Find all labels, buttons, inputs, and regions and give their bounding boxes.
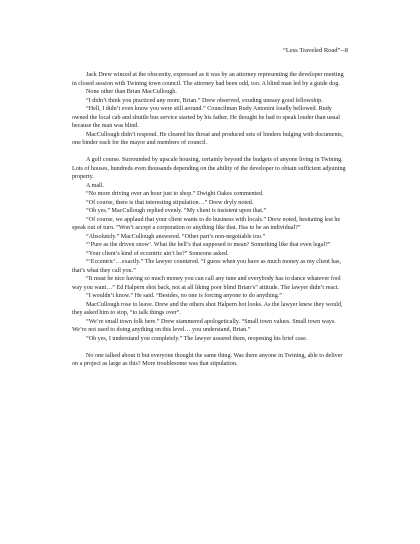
document-body bbox=[72, 71, 348, 369]
paragraph: “Your client’s kind of eccentric ain’t he?” Someone asked. bbox=[86, 250, 229, 257]
paragraph: MacCullough didn’t respond. He cleared his throat and produced sets of binders bulging with documents, one binder each for the mayor and members of council. bbox=[72, 131, 344, 146]
paragraph: “We’re small town folk here.” Drew stammered apologetically. “Small town values. Small town ways. We’re not used to doing anything on this level… you understand, Brian.” bbox=[72, 318, 336, 333]
paragraph: “I didn’t think you practiced any more, Brian.” Drew observed, exuding uneasy good fellowship. bbox=[86, 97, 323, 104]
paragraph: “No more driving over an hour just to shop.” Dwight Oakes commented. bbox=[86, 191, 264, 197]
paragraph: “I wouldn’t know.” He said. “Besides, no one is forcing anyone to do anything.” bbox=[86, 293, 282, 299]
paragraph: A mall. bbox=[86, 182, 104, 189]
paragraph: “Oh yes.” MacCullough replied evenly. “My client is insistent upon that.” bbox=[86, 208, 267, 214]
paragraph: “Hell, I didn’t even know you were still around.” Councilman Rudy Antonini loudly bellowed. Rudy owned the local cab and shuttle bus service started by his father. He thought he had to speak louder than usual because the man was blind. bbox=[72, 106, 340, 129]
paragraph: “It must be nice having so much money you can call any tune and everybody has to dance whatever fool way you want…” Ed Halpern shot back, not at all liking poor blind Brian’s” attitude. The lawyer didn’t react. bbox=[72, 276, 341, 291]
paragraph: “Of course, there is that interesting stipulation…” Drew dryly noted. bbox=[86, 199, 254, 206]
paragraph: “Absolutely.” MacCullough answered. “Other part’s non-negotiable too.” bbox=[86, 233, 266, 240]
paragraph: None other than Brian MacCullough. bbox=[86, 89, 177, 95]
page-header: “Less Traveled Road”--8 bbox=[283, 47, 348, 54]
paragraph: “‘Pure as the driven snow’. What the hell’s that supposed to mean? Something like that even legal?” bbox=[86, 242, 331, 248]
paragraph: MacCullough rose to leave. Drew and the others shot Halpern hot looks. As the lawyer knew they would, they asked him to stop, “to talk things over”. bbox=[72, 301, 343, 316]
paragraph: A golf course. Surrounded by upscale housing, certainly beyond the budgets of anyone living in Twining. Lots of houses, hundreds even thousands depending on the ability of the developer to obtain sufficient adjoining property. bbox=[72, 157, 346, 180]
paragraph: Jack Drew winced at the obscenity, expressed as it was by an attorney representing the developer meeting in closed session with Twining town council. The attorney had been odd, too. A blind man led by a guide dog. bbox=[72, 72, 344, 87]
paragraph: “Oh yes, I understand you completely.” The lawyer assured them, reopening his brief case. bbox=[86, 335, 308, 342]
paragraph: No one talked about it but everyone thought the same thing. Was there anyone in Twining, able to deliver on a project as large as this? More troublesome was that stipulation. bbox=[72, 352, 343, 367]
paragraph: “Of course, we applaud that your client wants to do business with locals.” Drew noted, hesitating lest he speak out of turn. “Won’t accept a corporation or anything like that. Has to be an individual?” bbox=[72, 216, 341, 231]
paragraph: “‘Eccentric’…exactly.” The lawyer countered. “I guess when you have as much money as my client has, that’s what they call you.” bbox=[72, 259, 341, 274]
